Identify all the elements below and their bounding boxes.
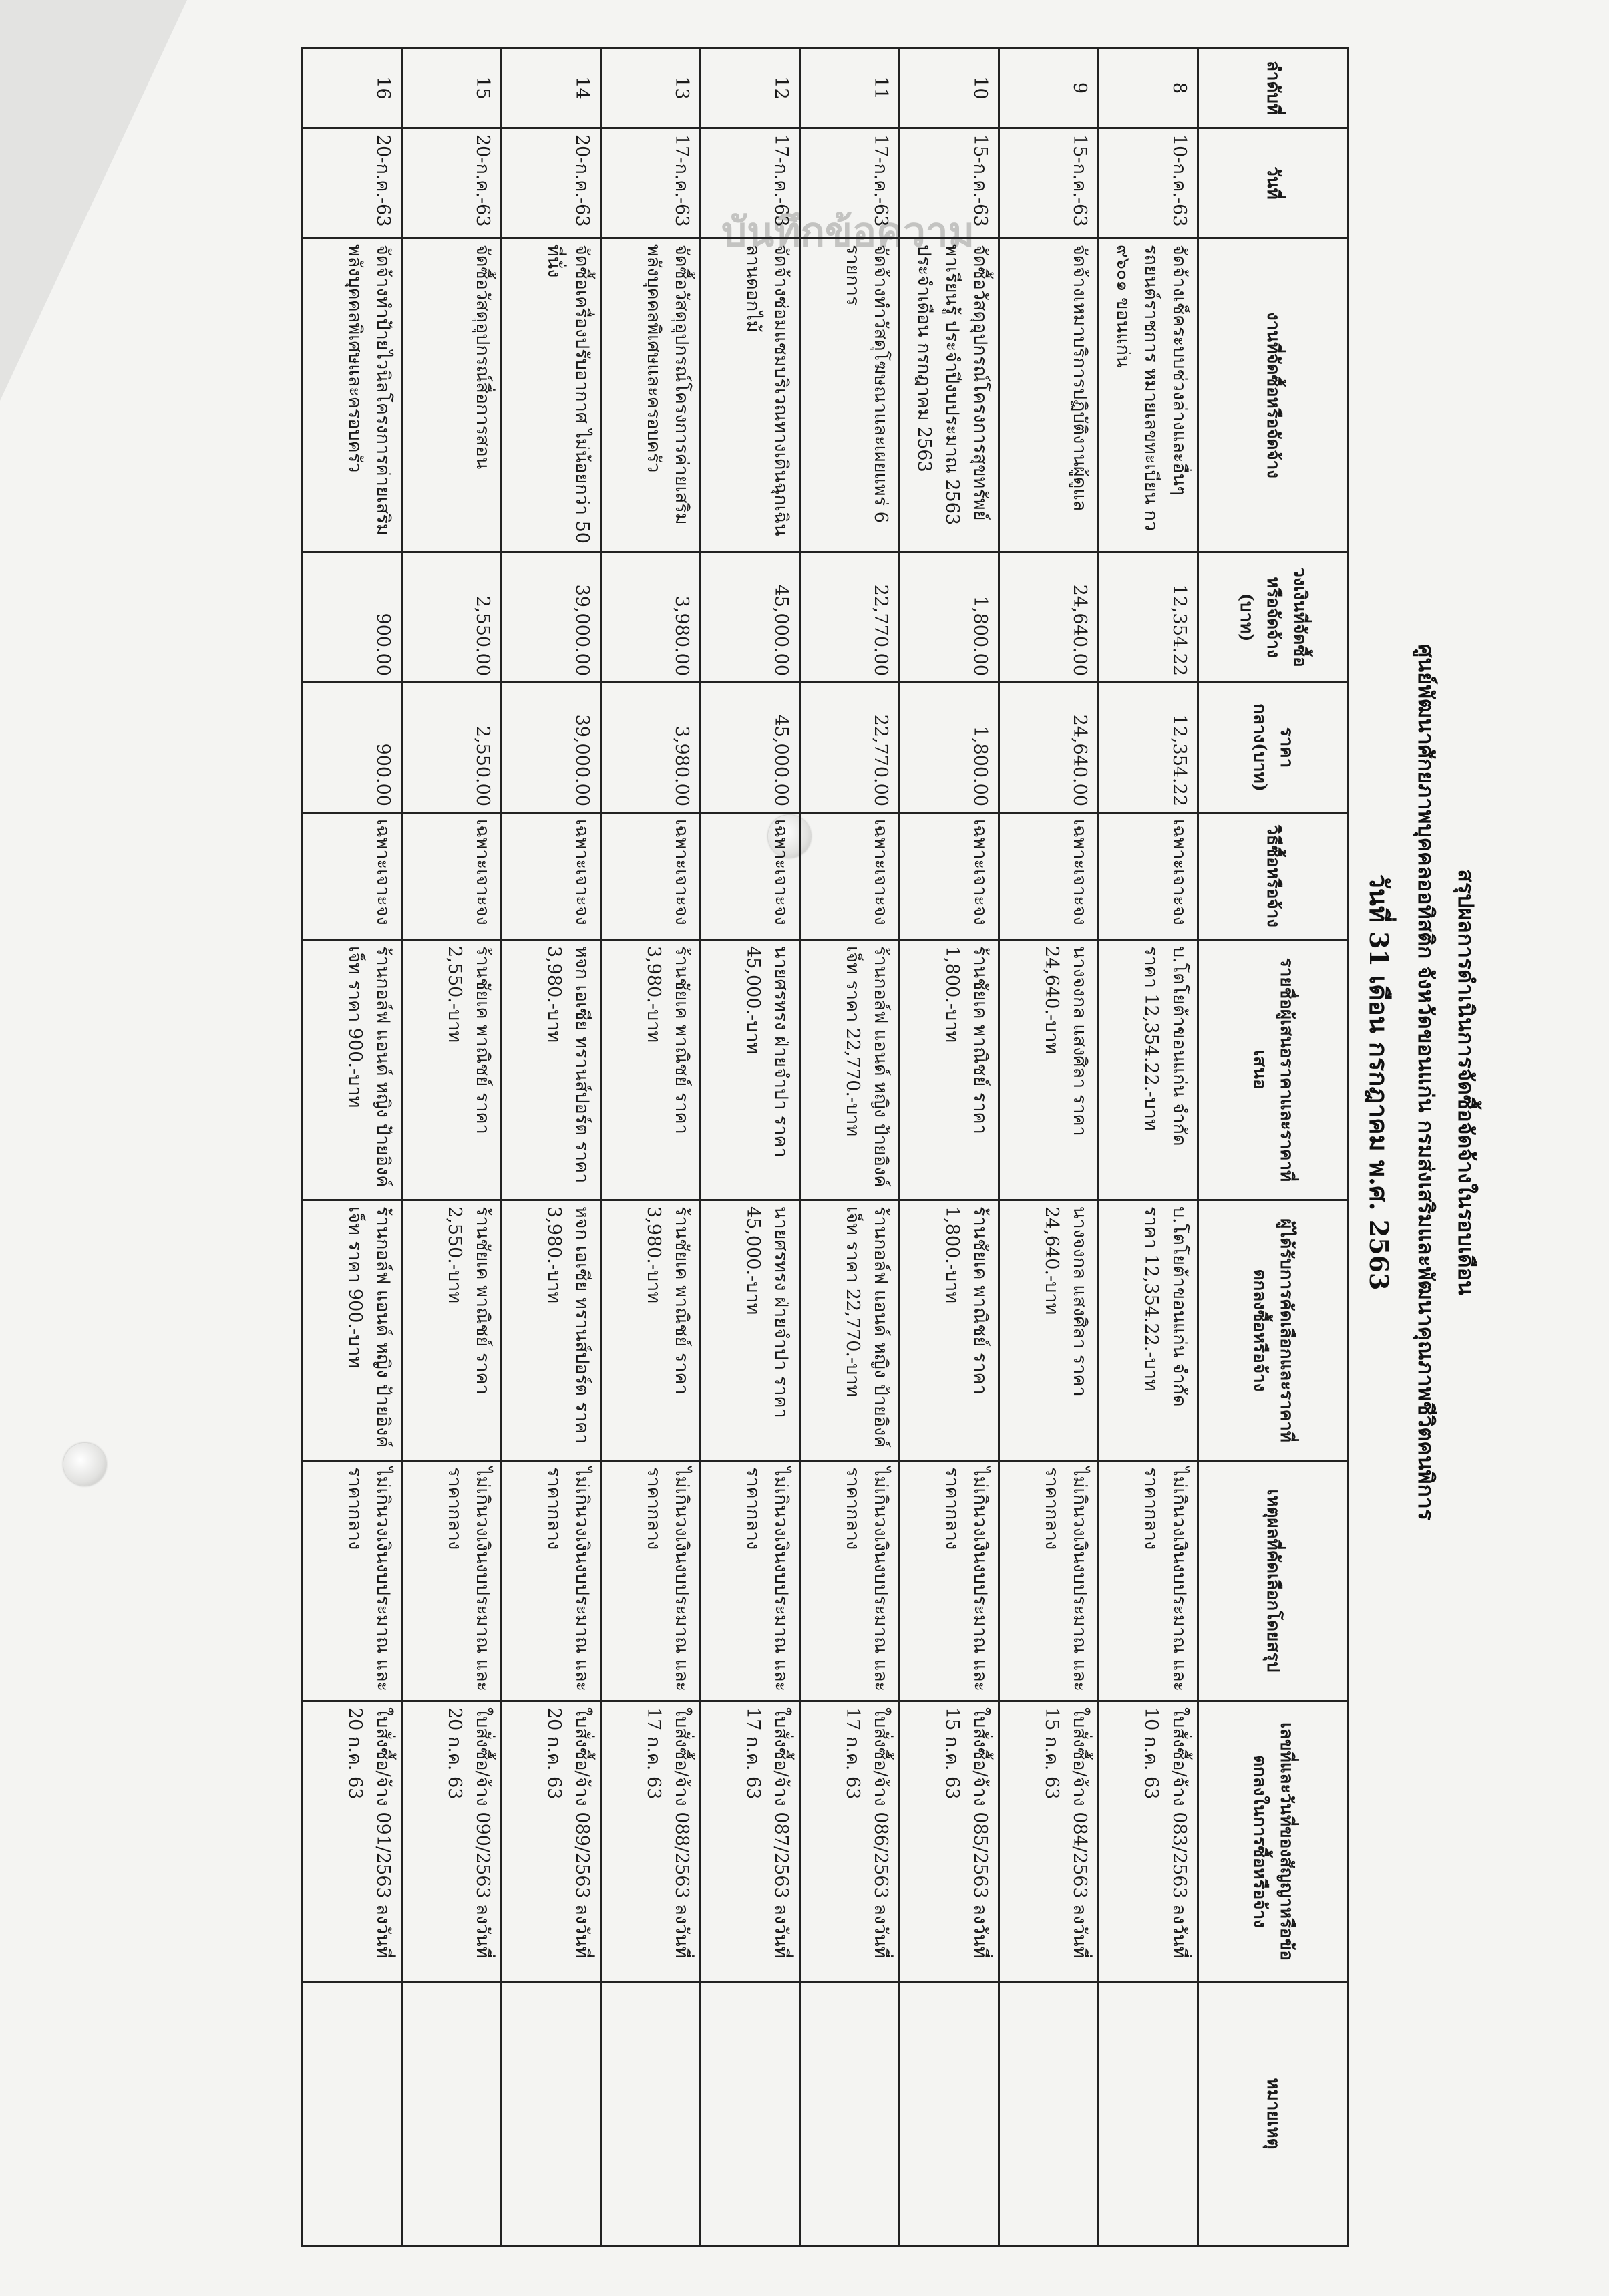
row-reason: ไม่เกินวงเงินงบประมาณ และราคากลาง bbox=[701, 1461, 800, 1701]
row-item: จัดซื้อวัสดุอุปกรณ์โครงการค่ายเสริมพลังบุคคลพิเศษและครอบครัว bbox=[601, 238, 701, 552]
row-budget: 22,770.00 bbox=[800, 552, 900, 683]
row-no: 11 bbox=[800, 48, 900, 128]
row-date: 20-ก.ค.-63 bbox=[402, 128, 502, 238]
header-budget: วงเงินที่จัดซื้อหรือจัดจ้าง (บาท) bbox=[1198, 552, 1349, 683]
row-budget: 1,800.00 bbox=[900, 552, 999, 683]
row-item: จัดจ้างเช็คระบบช่วงล่างและอื่นๆ รถยนต์ราชการ หมายเลขทะเบียน กว ๙๖๐๑ ขอนแก่น bbox=[1099, 238, 1198, 552]
row-budget: 3,980.00 bbox=[601, 552, 701, 683]
row-method: เฉพาะเจาะจง bbox=[601, 813, 701, 940]
row-median-price: 900.00 bbox=[303, 683, 402, 813]
procurement-table bbox=[301, 47, 1349, 2247]
table-row bbox=[402, 48, 502, 2246]
row-item: จัดจ้างทำป้ายไวนิลโครงการค่ายเสริมพลังบุคคลพิเศษและครอบครัว bbox=[303, 238, 402, 552]
header-bidders: รายชื่อผู้เสนอราคาและราคาที่เสนอ bbox=[1198, 940, 1349, 1200]
row-reason: ไม่เกินวงเงินงบประมาณ และราคากลาง bbox=[502, 1461, 601, 1701]
row-bidders: ร้านชัยเค พาณิชย์ ราคา 1,800.-บาท bbox=[900, 940, 999, 1200]
header-no: ลำดับที่ bbox=[1198, 48, 1349, 128]
row-budget: 39,000.00 bbox=[502, 552, 601, 683]
table-row bbox=[800, 48, 900, 2246]
document-title: สรุปผลการดำเนินการจัดซื้อจัดจ้างในรอบเดือน bbox=[1453, 869, 1479, 1295]
row-method: เฉพาะเจาะจง bbox=[303, 813, 402, 940]
table-row bbox=[701, 48, 800, 2246]
row-bidders: หจก เอเซีย ทรานส์ปอร์ต ราคา 3,980.-บาท bbox=[502, 940, 601, 1200]
row-winner: นางจงกล แสงศิลา ราคา 24,640.-บาท bbox=[999, 1200, 1099, 1461]
row-item: จัดจ้างซ่อมแซมบริเวณทางเดินฉุกเฉินลานดอกไม้ bbox=[701, 238, 800, 552]
row-reason: ไม่เกินวงเงินงบประมาณ และราคากลาง bbox=[800, 1461, 900, 1701]
row-bidders: นางจงกล แสงศิลา ราคา 24,640.-บาท bbox=[999, 940, 1099, 1200]
row-reason: ไม่เกินวงเงินงบประมาณ และราคากลาง bbox=[303, 1461, 402, 1701]
header-date: วันที่ bbox=[1198, 128, 1349, 238]
row-remark bbox=[502, 1982, 601, 2246]
table-row bbox=[900, 48, 999, 2246]
row-date: 15-ก.ค.-63 bbox=[900, 128, 999, 238]
row-no: 8 bbox=[1099, 48, 1198, 128]
row-median-price: 3,980.00 bbox=[601, 683, 701, 813]
row-bidders: ร้านกอล์ฟ แอนด์ หญิง ป้ายอิงค์เจ็ท ราคา 22,770.-บาท bbox=[800, 940, 900, 1200]
row-winner: นายศรทรง ฝ่ายจำปา ราคา 45,000.-บาท bbox=[701, 1200, 800, 1461]
row-contract: ใบสั่งซื้อ/จ้าง 086/2563 ลงวันที่ 17 ก.ค. 63 bbox=[800, 1701, 900, 1982]
row-contract: ใบสั่งซื้อ/จ้าง 083/2563 ลงวันที่ 10 ก.ค. 63 bbox=[1099, 1701, 1198, 1982]
row-method: เฉพาะเจาะจง bbox=[402, 813, 502, 940]
row-remark bbox=[303, 1982, 402, 2246]
header-method: วิธีซื้อหรือจ้าง bbox=[1198, 813, 1349, 940]
header-reason: เหตุผลที่คัดเลือกโดยสรุป bbox=[1198, 1461, 1349, 1701]
header-contract: เลขที่และวันที่ของสัญญาหรือข้อตกลงในการซื้อหรือจ้าง bbox=[1198, 1701, 1349, 1982]
row-winner: ร้านชัยเค พาณิชย์ ราคา 3,980.-บาท bbox=[601, 1200, 701, 1461]
row-date: 10-ก.ค.-63 bbox=[1099, 128, 1198, 238]
row-contract: ใบสั่งซื้อ/จ้าง 087/2563 ลงวันที่ 17 ก.ค. 63 bbox=[701, 1701, 800, 1982]
row-budget: 45,000.00 bbox=[701, 552, 800, 683]
row-no: 10 bbox=[900, 48, 999, 128]
row-median-price: 24,640.00 bbox=[999, 683, 1099, 813]
row-winner: หจก เอเซีย ทรานส์ปอร์ต ราคา 3,980.-บาท bbox=[502, 1200, 601, 1461]
header-remark: หมายเหตุ bbox=[1198, 1982, 1349, 2246]
row-no: 15 bbox=[402, 48, 502, 128]
row-method: เฉพาะเจาะจง bbox=[900, 813, 999, 940]
row-budget: 12,354.22 bbox=[1099, 552, 1198, 683]
row-no: 9 bbox=[999, 48, 1099, 128]
row-date: 17-ก.ค.-63 bbox=[701, 128, 800, 238]
row-median-price: 12,354.22 bbox=[1099, 683, 1198, 813]
row-no: 14 bbox=[502, 48, 601, 128]
row-median-price: 45,000.00 bbox=[701, 683, 800, 813]
header-winner: ผู้ได้รับการคัดเลือกและราคาที่ตกลงซื้อหรือจ้าง bbox=[1198, 1200, 1349, 1461]
row-remark bbox=[402, 1982, 502, 2246]
row-reason: ไม่เกินวงเงินงบประมาณ และราคากลาง bbox=[402, 1461, 502, 1701]
row-bidders: ร้านกอล์ฟ แอนด์ หญิง ป้ายอิงค์เจ็ท ราคา 900.-บาท bbox=[303, 940, 402, 1200]
row-reason: ไม่เกินวงเงินงบประมาณ และราคากลาง bbox=[1099, 1461, 1198, 1701]
row-bidders: นายศรทรง ฝ่ายจำปา ราคา 45,000.-บาท bbox=[701, 940, 800, 1200]
row-bidders: บ.โตโยต้าขอนแก่น จำกัด ราคา 12,354.22.-บาท bbox=[1099, 940, 1198, 1200]
row-contract: ใบสั่งซื้อ/จ้าง 089/2563 ลงวันที่ 20 ก.ค. 63 bbox=[502, 1701, 601, 1982]
row-reason: ไม่เกินวงเงินงบประมาณ และราคากลาง bbox=[999, 1461, 1099, 1701]
row-reason: ไม่เกินวงเงินงบประมาณ และราคากลาง bbox=[601, 1461, 701, 1701]
table-body bbox=[303, 48, 1198, 2246]
row-method: เฉพาะเจาะจง bbox=[701, 813, 800, 940]
row-median-price: 2,550.00 bbox=[402, 683, 502, 813]
document-date: วันที่ 31 เดือน กรกฎาคม พ.ศ. 2563 bbox=[1364, 874, 1394, 1291]
row-no: 13 bbox=[601, 48, 701, 128]
row-contract: ใบสั่งซื้อ/จ้าง 084/2563 ลงวันที่ 15 ก.ค. 63 bbox=[999, 1701, 1099, 1982]
row-date: 15-ก.ค.-63 bbox=[999, 128, 1099, 238]
table-header-row bbox=[1198, 48, 1349, 2246]
row-item: จัดจ้างทำวัสดุโฆษณาและเผยแพร่ 6 รายการ bbox=[800, 238, 900, 552]
row-median-price: 22,770.00 bbox=[800, 683, 900, 813]
row-no: 12 bbox=[701, 48, 800, 128]
row-contract: ใบสั่งซื้อ/จ้าง 088/2563 ลงวันที่ 17 ก.ค. 63 bbox=[601, 1701, 701, 1982]
row-remark bbox=[1099, 1982, 1198, 2246]
row-contract: ใบสั่งซื้อ/จ้าง 091/2563 ลงวันที่ 20 ก.ค. 63 bbox=[303, 1701, 402, 1982]
row-bidders: ร้านชัยเค พาณิชย์ ราคา 3,980.-บาท bbox=[601, 940, 701, 1200]
row-budget: 24,640.00 bbox=[999, 552, 1099, 683]
row-item: จัดจ้างเหมาบริการปฏิบัติงานผู้ดูแล bbox=[999, 238, 1099, 552]
row-date: 17-ก.ค.-63 bbox=[800, 128, 900, 238]
row-budget: 2,550.00 bbox=[402, 552, 502, 683]
row-winner: ร้านกอล์ฟ แอนด์ หญิง ป้ายอิงค์เจ็ท ราคา 900.-บาท bbox=[303, 1200, 402, 1461]
row-reason: ไม่เกินวงเงินงบประมาณ และราคากลาง bbox=[900, 1461, 999, 1701]
row-remark bbox=[601, 1982, 701, 2246]
procurement-summary-sheet bbox=[107, 47, 1509, 2251]
row-winner: บ.โตโยต้าขอนแก่น จำกัด ราคา 12,354.22.-บาท bbox=[1099, 1200, 1198, 1461]
row-no: 16 bbox=[303, 48, 402, 128]
table-row bbox=[999, 48, 1099, 2246]
row-median-price: 39,000.00 bbox=[502, 683, 601, 813]
row-item: จัดซื้อเครื่องปรับอากาศ ไม่น้อยกว่า 50 ที่นั่ง bbox=[502, 238, 601, 552]
table-row bbox=[303, 48, 402, 2246]
row-item: จัดซื้อวัสดุอุปกรณ์โครงการสุขทรัพย์ พาเรียนรู้ ประจำปีงบประมาณ 2563 ประจำเดือน กรกฎาคม 2563 bbox=[900, 238, 999, 552]
table-row bbox=[502, 48, 601, 2246]
row-winner: ร้านชัยเค พาณิชย์ ราคา 1,800.-บาท bbox=[900, 1200, 999, 1461]
row-date: 17-ก.ค.-63 bbox=[601, 128, 701, 238]
row-item: จัดซื้อวัสดุอุปกรณ์สื่อการสอน bbox=[402, 238, 502, 552]
table-row bbox=[1099, 48, 1198, 2246]
row-contract: ใบสั่งซื้อ/จ้าง 085/2563 ลงวันที่ 15 ก.ค. 63 bbox=[900, 1701, 999, 1982]
row-method: เฉพาะเจาะจง bbox=[1099, 813, 1198, 940]
header-median-price: ราคากลาง(บาท) bbox=[1198, 683, 1349, 813]
punch-hole bbox=[63, 1443, 106, 1486]
header-item: งานที่จัดซื้อหรือจัดจ้าง bbox=[1198, 238, 1349, 552]
row-date: 20-ก.ค.-63 bbox=[502, 128, 601, 238]
table-row bbox=[601, 48, 701, 2246]
row-bidders: ร้านชัยเค พาณิชย์ ราคา 2,550.-บาท bbox=[402, 940, 502, 1200]
row-method: เฉพาะเจาะจง bbox=[999, 813, 1099, 940]
row-method: เฉพาะเจาะจง bbox=[800, 813, 900, 940]
row-budget: 900.00 bbox=[303, 552, 402, 683]
bleed-through-memo-title: บันทึกข้อความ bbox=[721, 209, 975, 256]
row-method: เฉพาะเจาะจง bbox=[502, 813, 601, 940]
document-agency: ศูนย์พัฒนาศักยภาพบุคคลออทิสติก จังหวัดขอนแก่น กรมส่งเสริมและพัฒนาคุณภาพชีวิตคนพิการ bbox=[1413, 643, 1439, 1521]
row-date: 20-ก.ค.-63 bbox=[303, 128, 402, 238]
row-remark bbox=[701, 1982, 800, 2246]
row-winner: ร้านชัยเค พาณิชย์ ราคา 2,550.-บาท bbox=[402, 1200, 502, 1461]
row-contract: ใบสั่งซื้อ/จ้าง 090/2563 ลงวันที่ 20 ก.ค. 63 bbox=[402, 1701, 502, 1982]
row-winner: ร้านกอล์ฟ แอนด์ หญิง ป้ายอิงค์เจ็ท ราคา 22,770.-บาท bbox=[800, 1200, 900, 1461]
row-remark bbox=[999, 1982, 1099, 2246]
row-remark bbox=[900, 1982, 999, 2246]
row-median-price: 1,800.00 bbox=[900, 683, 999, 813]
row-remark bbox=[800, 1982, 900, 2246]
